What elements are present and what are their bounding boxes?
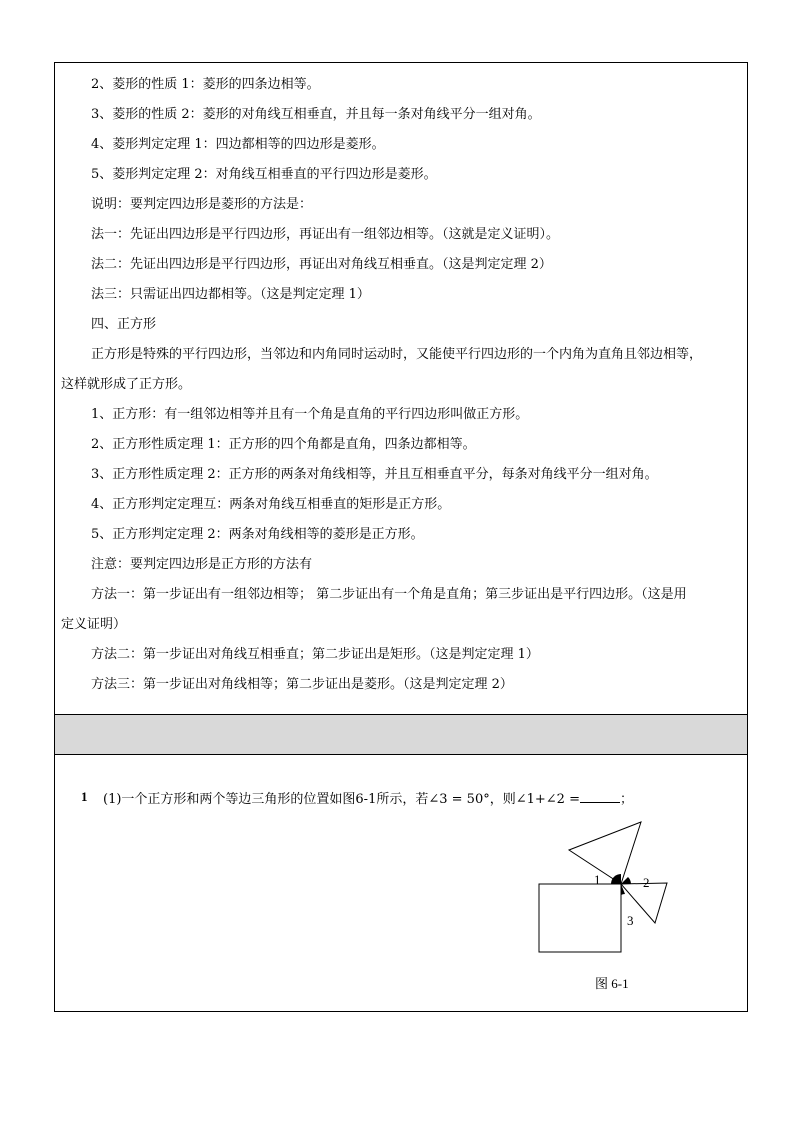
text-line: 3、菱形的性质 2：菱形的对角线互相垂直，并且每一条对角线平分一组对角。 xyxy=(91,107,541,122)
text-line: 2、菱形的性质 1：菱形的四条边相等。 xyxy=(91,77,320,92)
text-line: 定义证明） xyxy=(61,617,127,632)
text-line: 方法一：第一步证出有一组邻边相等； 第二步证出有一个角是直角；第三步证出是平行四边形。（这是用 xyxy=(91,587,687,602)
text-line: 法一：先证出四边形是平行四边形，再证出有一组邻边相等。（这就是定义证明）。 xyxy=(91,227,560,242)
text-line: 5、正方形判定定理 2：两条对角线相等的菱形是正方形。 xyxy=(91,527,424,542)
text-line: 3、正方形性质定理 2：正方形的两条对角线相等，并且互相垂直平分，每条对角线平分一组对角。 xyxy=(91,467,658,482)
text-line: 5、菱形判定定理 2：对角线互相垂直的平行四边形是菱形。 xyxy=(91,167,437,182)
text-line: 4、正方形判定定理互：两条对角线互相垂直的矩形是正方形。 xyxy=(91,497,451,512)
text-line: 4、菱形判定定理 1：四边都相等的四边形是菱形。 xyxy=(91,137,385,152)
text-line: 1、正方形：有一组邻边相等并且有一个角是直角的平行四边形叫做正方形。 xyxy=(91,407,529,422)
square-shape xyxy=(539,884,621,952)
figure-6-1 xyxy=(531,821,681,996)
document-frame xyxy=(54,62,748,1012)
text-line: 法二：先证出四边形是平行四边形，再证出对角线互相垂直。（这是判定定理 2） xyxy=(91,257,552,272)
section-heading: 四、正方形 xyxy=(91,317,157,332)
label-angle-3: 3 xyxy=(627,913,634,928)
question-body: (1)一个正方形和两个等边三角形的位置如图6-1所示，若∠3 = 50°，则∠1+∠2 = xyxy=(103,792,580,807)
label-angle-2: 2 xyxy=(643,875,650,890)
answer-blank[interactable] xyxy=(580,790,620,803)
text-line: 方法二：第一步证出对角线互相垂直；第二步证出是矩形。（这是判定定理 1） xyxy=(91,647,539,662)
question-number: 1 xyxy=(81,789,88,804)
text-line: 说明：要判定四边形是菱形的方法是： xyxy=(91,197,313,212)
notes-section xyxy=(55,63,747,715)
question-tail: ； xyxy=(619,792,633,807)
question-text xyxy=(103,788,633,807)
text-line: 正方形是特殊的平行四边形，当邻边和内角同时运动时，又能使平行四边形的一个内角为直角且邻边相等， xyxy=(91,347,703,362)
triangle-upper xyxy=(569,822,641,884)
text-line: 2、正方形性质定理 1：正方形的四个角都是直角，四条边都相等。 xyxy=(91,437,476,452)
text-line: 法三：只需证出四边都相等。（这是判定定理 1） xyxy=(91,287,370,302)
figure-caption: 图 6-1 xyxy=(595,976,629,991)
geometry-diagram xyxy=(531,821,681,971)
exercise-section xyxy=(55,755,747,1013)
text-line: 方法三：第一步证出对角线相等；第二步证出是菱形。（这是判定定理 2） xyxy=(91,677,513,692)
angle-1-mark xyxy=(611,874,621,884)
label-angle-1: 1 xyxy=(594,872,601,887)
text-line: 这样就形成了正方形。 xyxy=(61,377,192,392)
gray-header-band xyxy=(55,715,747,755)
text-line: 注意：要判定四边形是正方形的方法有 xyxy=(91,557,313,572)
